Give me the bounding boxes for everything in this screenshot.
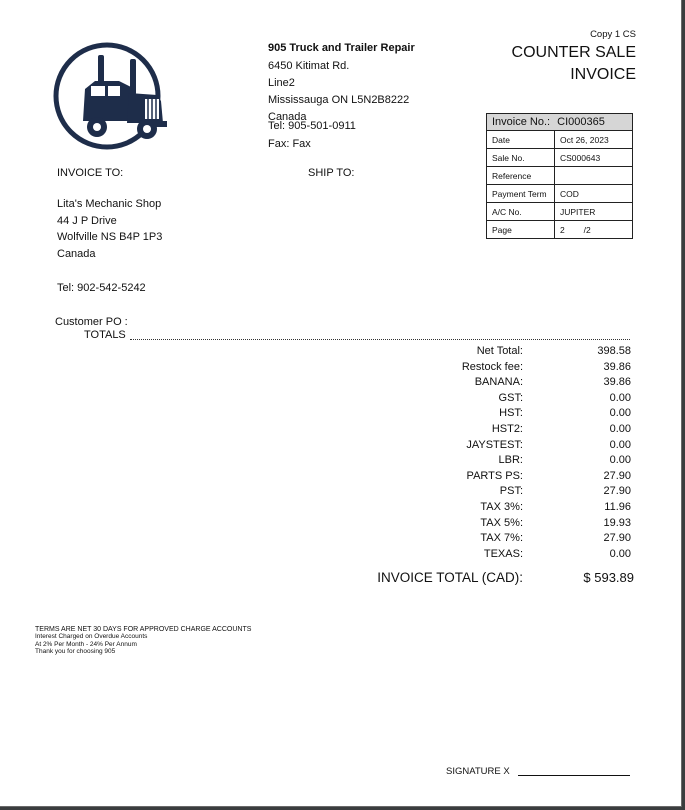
total-row-label: Net Total: xyxy=(476,345,523,357)
invoice-to-label: INVOICE TO: xyxy=(57,167,124,179)
invoice-to-tel: Tel: 902-542-5242 xyxy=(57,282,146,294)
detail-value xyxy=(555,167,633,185)
invoice-detail-row xyxy=(487,221,633,239)
detail-value: 2 /2 xyxy=(555,221,633,239)
terms-block xyxy=(35,626,251,656)
document-title xyxy=(512,42,636,86)
total-row-label: LBR: xyxy=(498,454,523,467)
detail-value: CS000643 xyxy=(555,149,633,167)
detail-value: Oct 26, 2023 xyxy=(555,131,633,149)
detail-label: Date xyxy=(487,131,555,149)
company-fax: Fax: Fax xyxy=(268,138,311,150)
total-row-value: 27.90 xyxy=(603,485,631,498)
total-row-value: 0.00 xyxy=(609,547,631,560)
customer-po-label: Customer PO : xyxy=(55,316,128,328)
total-row-value: 0.00 xyxy=(609,438,631,451)
total-row-value: 0.00 xyxy=(609,407,631,420)
invoice-total-label: INVOICE TOTAL (CAD): xyxy=(377,570,523,585)
document-title-line2: INVOICE xyxy=(570,66,636,83)
copy-label: Copy 1 CS xyxy=(590,29,636,40)
total-row-value: 27.90 xyxy=(603,532,631,545)
total-row-value: 398.58 xyxy=(597,345,631,357)
terms-line: Thank you for choosing 905 xyxy=(35,648,116,656)
invoice-to-line: 44 J P Drive xyxy=(57,214,117,227)
company-address-line: 6450 Kitimat Rd. xyxy=(268,60,350,72)
invoice-to-address xyxy=(57,196,162,262)
total-row-label: PARTS PS: xyxy=(466,469,523,482)
total-row-label: GST: xyxy=(498,391,523,404)
detail-label: Sale No. xyxy=(487,149,555,167)
totals-label: TOTALS xyxy=(84,329,126,341)
total-row-label: HST2: xyxy=(491,423,523,435)
invoice-number: CI000365 xyxy=(557,116,605,128)
total-row-value: 11.96 xyxy=(604,501,631,513)
company-address-line: Mississauga ON L5N2B8222 xyxy=(268,94,410,106)
truck-logo-icon xyxy=(51,41,173,151)
terms-line: TERMS ARE NET 30 DAYS FOR APPROVED CHARGE ACCOUNTS xyxy=(35,626,252,633)
signature-label: SIGNATURE X xyxy=(446,766,510,777)
invoice-detail-row xyxy=(487,203,633,221)
company-address-line: Line2 xyxy=(268,77,295,89)
total-row-value: 0.00 xyxy=(609,454,631,467)
total-row-label: JAYSTEST: xyxy=(466,438,523,451)
invoice-to-line: Wolfville NS B4P 1P3 xyxy=(57,231,163,243)
total-row-label: TAX 7%: xyxy=(480,532,523,545)
invoice-number-label: Invoice No.: xyxy=(492,116,551,128)
invoice-total-value: $ 593.89 xyxy=(583,570,634,585)
company-address xyxy=(268,58,409,126)
total-row-label: TAX 5%: xyxy=(480,516,523,529)
total-row-value: 39.86 xyxy=(603,376,631,389)
total-row-value: 0.00 xyxy=(609,423,631,435)
terms-line: Interest Charged on Overdue Accounts xyxy=(35,633,148,641)
total-row-label: BANANA: xyxy=(474,376,523,389)
total-row-value: 0.00 xyxy=(609,391,631,404)
invoice-detail-row xyxy=(487,149,633,167)
invoice-to-line: Canada xyxy=(57,247,96,260)
invoice-number-row xyxy=(487,114,633,131)
invoice-to-line: Lita's Mechanic Shop xyxy=(57,198,162,210)
invoice-detail-row xyxy=(487,167,633,185)
company-tel: Tel: 905-501-0911 xyxy=(268,120,356,132)
detail-value: JUPITER xyxy=(555,203,633,221)
document-title-line1: COUNTER SALE xyxy=(511,44,636,61)
totals-divider xyxy=(130,339,630,340)
terms-line: At 2% Per Month - 24% Per Annum xyxy=(35,640,137,648)
invoice-detail-row xyxy=(487,185,633,203)
detail-label: A/C No. xyxy=(487,203,555,221)
total-row-value: 39.86 xyxy=(603,360,631,373)
total-row-value: 27.90 xyxy=(603,469,631,482)
company-address-line: Canada xyxy=(268,111,307,123)
detail-value: COD xyxy=(555,185,633,203)
company-name: 905 Truck and Trailer Repair xyxy=(268,42,415,54)
total-row-label: TEXAS: xyxy=(483,547,523,560)
detail-label: Payment Term xyxy=(487,185,555,203)
ship-to-label: SHIP TO: xyxy=(308,167,355,179)
total-row-label: PST: xyxy=(499,485,523,498)
signature-line xyxy=(518,775,630,776)
invoice-detail-row xyxy=(487,131,633,149)
total-row-value: 19.93 xyxy=(603,516,631,529)
total-row-label: TAX 3%: xyxy=(480,501,523,513)
detail-label: Page xyxy=(487,221,555,239)
invoice-details-table xyxy=(486,113,633,239)
detail-label: Reference xyxy=(487,167,555,185)
total-row-label: HST: xyxy=(499,407,523,420)
total-row-label: Restock fee: xyxy=(461,360,523,373)
